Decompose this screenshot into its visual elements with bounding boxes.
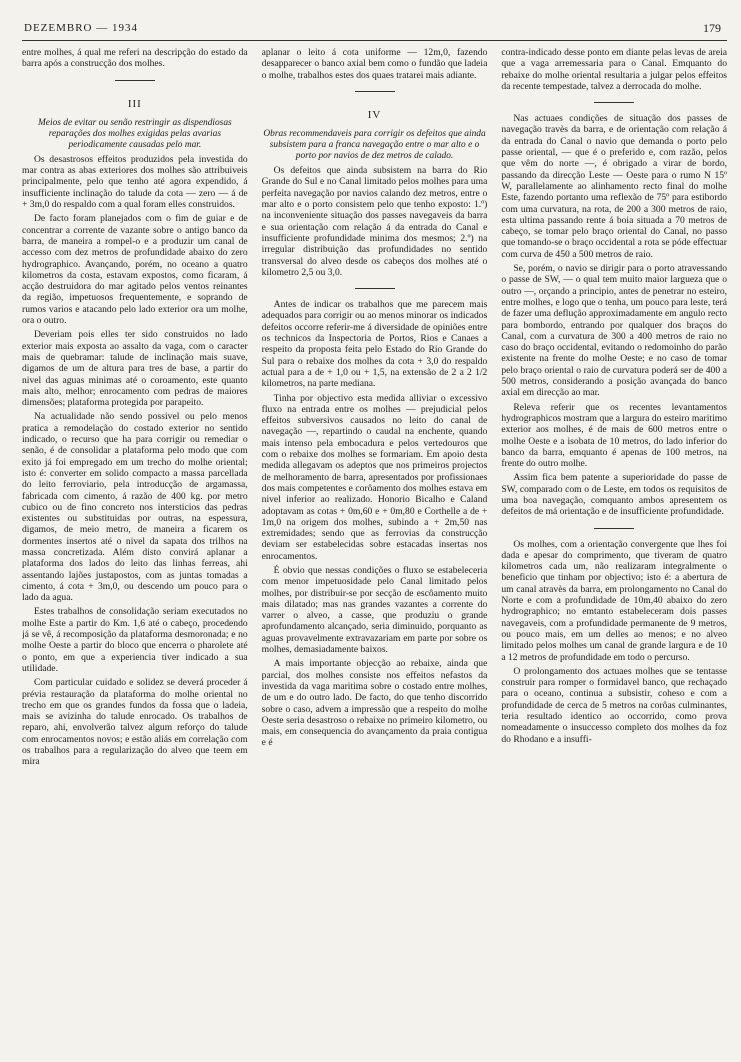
paragraph: Nas actuaes condições de situação dos passes de navegação travès da barra, e de orientação com relação á da entrada do Canal o navio que demanda o porto pelo passe oriental, — que é o preferido e, com razão, pelos que vêm do norte —, é obrigado a virar de bordo, passando da direcção Leste — Oeste para o rumo N 15º W, parallelamente ao alinhamento recto final do molhe Este, fazendo portanto uma reflexão de 75º para estibordo com uma curvatura, na rota, de 200 a 300 metros de raio, esta ultima passando rente á boia situada a 70 metros de cabeço, se tomar pelo braço oriental do Canal, no passo que tomando-se o braço occidental a rota se póde effectuar com curva de 450 a 500 metros de raio. [501, 113, 728, 260]
section-subtitle: Obras recommendaveis para corrigir os defeitos que ainda subsistem para a franca navegação entre o mar alto e o porto por navios de dez metros de calado. [263, 129, 486, 162]
paragraph: A mais importante objecção ao rebaixe, ainda que parcial, dos molhes consiste nos effeitos nefastos da investida da vaga maritima sobre o costado entre molhes, de um e do outro lado. De facto, do que tenho discorrido sobre o caso, advem a impressão que a respeito do molhe Oeste seria desastroso o rebaixe no primeiro kilometro, ou mais, em consequencia do avançamento da praia contigua e é [261, 658, 488, 749]
paragraph: Releva referir que os recentes levantamentos hydrographicos mostram que a largura do esteiro maritimo exterior aos molhes, é de mais de 600 metros entre o molhe Oeste e a isobata de 10 metros, do lado inferior do banco da barra, emquanto é apenas de 100 metros, na frente do outro molhe. [501, 401, 728, 470]
divider [115, 80, 155, 81]
section-title: IV [367, 108, 382, 121]
paragraph: aplanar o leito á cota uniforme — 12m,0, fazendo desapparecer o banco axial bem como o fundão que ladeia o molhe, trabalhos estes dos quaes tratarei mais adiante. [261, 47, 488, 81]
paragraph: Estes trabalhos de consolidação seriam executados no molhe Este a partir do Km. 1,6 até o cabeço, procedendo já se vê, á recomposição da plataforma desmoronada; e no molhe Oeste a partir do bloco que encerra o pharolete até o ponto, em que a experiencia tiver indicado a sua utilidade. [22, 606, 248, 674]
page-number: 179 [703, 21, 721, 35]
column-3 [501, 47, 727, 1057]
divider [355, 288, 395, 289]
paragraph: Tinha por objectivo esta medida alliviar o excessivo fluxo na entrada entre os molhes — prejudicial pelos effeitos subversivos causados no leito do canal de navegação —, repartindo o caudal na enchente, quando mais intenso pela embocadura e pelos vertedouros que com o rebaixe dos molhes se formariam. Em apoio desta medida allegavam os adeptos que nos primeiros projectos de melhoramento de barra, apresentados por profissionaes dos mais competentes e corôamento dos molhes estava em nivel inferior ao realizado. Honorio Bicalho e Caland adoptavam as cotas + 0m,60 e + 0m,80 e Corthelle a de + 1m,0 na origem dos molhes, subindo a + 2m,50 nas extremidades; sendo que as ferrovias da construcção deviam ser estabelecidas sobre estacadas insertas nos enrocamentos. [261, 392, 488, 562]
column-1 [22, 47, 248, 1057]
paragraph: Deveriam pois elles ter sido construidos no lado exterior mais exposta ao assalto da vaga, com o caracter mais de quebramar: talude de inclinação mais suave, digamos de um de altura para tres de base, a partir do nivel das aguas minimas até o coroamento, este quanto mais alto, melhor; enrocamento com pedras de maiores dimensões; plataforma protegida por parapeito. [22, 329, 248, 409]
paragraph: Se, porém, o navio se dirigir para o porto atravessando o passe de SW, — o qual tem muito maior largueza que o outro —, orçando a principio, antes de penetrar no esteiro, entre molhes, e logo que o tenha, um pouco para leste, terá de fazer uma deflução approximadamente em angulo recto para bombordo, entrando por qualquer dos braços do Canal, com a curvatura de 300 a 400 metros de raio no caso do braço occidental, evitando o redomoinho do parão existente na frente do molhe Oeste; e no caso de tomar pelo braço oriental o raio de curvatura poderá ser de 400 a 500 metros, considerando a posição avançada do banco axial em direcção ao mar. [501, 263, 728, 399]
paragraph: O prolongamento dos actuaes molhes que se tentasse construir para romper o formidavel banco, que rechaçado para o oceano, continua a subsistir, coheso e com a profundidade de cerca de 5 metros na corôas culminantes, teria resultado identico ao occorrido, como prova nomeadamente o insuccesso completo dos molhes da foz do Rhodano e a insuffi- [501, 665, 728, 745]
paragraph: Na actualidade não sendo possivel ou pelo menos pratica a remodelação do costado exterior no sentido indicado, o recurso que ha para corrigir ou remediar o senão, é de consolidar a plataforma pelo modo que com exito já foi empregado em um trecho do molhe oriental; isto é: converter em solido compacto a massa parcellada do leito ferroviario, pela introducção de argamassa, fabricada com cimento, á razão de 400 kg. por metro cubico ou de fino concreto nos intersticios das pedras existentes ou substituidas por outras, na espessura, digamos, de meio metro, de maneira a ficarem os dormentes insertos até o nivel da sapata dos trilhos na massa concretizada. Além disto convirá aplanar a plataforma dos lados do leito das linhas ferreas, ahi assentando lajões justapostos, com as juntas tomadas a cimento, á cota + 3m,0, ou descendo um pouco para o lado da agua. [22, 411, 248, 604]
paragraph: Antes de indicar os trabalhos que me parecem mais adequados para corrigir ou ao menos minorar os indicados defeitos occorre referir-me á diversidade de opiniões entre os technicos da Inspectoria de Portos, Rios e Canaes a respeito da proposta feita pelo Estado do Rio Grande do Sul para o rebaixe dos molhes da cota + 3,0 do respaldo actual para a de + 1,0 ou + 1,5, na extensão de 2 a 2 1/2 kilometros, na parte mediana. [261, 299, 488, 390]
page-header [22, 18, 727, 41]
paragraph: Os molhes, com a orientação convergente que lhes foi dada e apesar do comprimento, que tiveram de quatro kilometros cada um, não realizaram integralmente o beneficio que tinham por objectivo; isto é: a abertura de um canal atravès da barra, em prolongamento no Canal do Norte e com a profundidade de 10m,40 abaixo do zero hydrographico; no emtanto estabeleceram dois passes navegaveis, com a profundidade permanente de 9 metros, ou pouco mais, em um delles ao menos; e no alveo limitado pelos molhes um canal de grande largura e de 10 a 12 metros de profundidade em todo o percurso. [501, 538, 728, 663]
divider [594, 102, 634, 103]
column-2 [262, 47, 488, 1057]
paragraph: Assim fica bem patente a superioridade do passe de SW, comparado com o de Leste, em todos os requisitos de uma boa navegação, comquanto ambos apresentem os defeitos de má orientação e de insufficiente profundidade. [501, 472, 728, 518]
divider [594, 528, 634, 529]
divider [355, 91, 395, 92]
text-columns [22, 47, 727, 1057]
section-subtitle: Meios de evitar ou senão restringir as dispendiosas reparações dos molhes exigidas pelas avarias periodicamente causadas pelo mar. [38, 117, 232, 150]
paragraph: Os desastrosos effeitos produzidos pela investida do mar contra as abas exteriores dos molhes são attribuiveis principalmente, pelo que tenho até agora expendido, á insufficiente inclinação do talude da cota — zero — á de + 3m,0 do respaldo com a qual foram elles construidos. [22, 153, 248, 211]
paragraph: Com particular cuidado e solidez se deverá proceder á prévia restauração da plataforma do molhe oriental no trecho em que os grandes fundos da fossa que o ladeia, mais se avizinha do talude enrocado. Os trabalhos de reparo, ahi, envolverão talvez algum reforço do talude com enrocamentos novos; e estão aliás em correlação com os trabalhos para a regularização do alveo que teem em mira [22, 677, 248, 768]
section-title: III [127, 97, 142, 110]
paragraph: Os defeitos que ainda subsistem na barra do Rio Grande do Sul e no Canal limitado pelos molhes para uma perfeita navegação por navios calando dez metros, entre o mar alto e o porto consistem pelo que tenho exposto: 1.º) na inconveniente situação dos passes navegaveis da barra e sua orientação com relação á da entrada do Canal e insufficiente profundidade minima dos mesmos; 2.º) na irregular distribuição das profundidades no sentido transversal do alveo desde os cabeços dos molhes até o kilometro 2,5 ou 3,0. [261, 165, 488, 278]
header-date: DEZEMBRO — 1934 [24, 22, 138, 34]
paragraph: entre molhes, á qual me referi na descripção do estado da barra após a construcção dos molhes. [22, 47, 248, 70]
paragraph: De facto foram planejados com o fim de guiar e de concentrar a corrente de vazante sobre o antigo banco da barra, de maneira a rompel-o e a produzir um canal de accesso com dez metros de profundidade abaixo do zero hydrographico. Avançando, porém, no oceano a quatro kilometros da costa, estavam expostos, como ficaram, á acção destruidora do mar agitado pelos ventos reinantes da região, impetuosos frequentemente, e soprando de rumos varios e atacando pelo lado exterior ora um molhe, ora o outro. [22, 213, 248, 327]
paragraph: É obvio que nessas condições o fluxo se estabeleceria com menor impetuosidade pelo Canal limitado pelos molhes, por distribuir-se por secção de escôamento muito mais dilatado; mas nas grandes vazantes a corrente do varrer o alveo, a casse, que produziu o grande aprofundamento alcançado, seria diminuido, porquanto as aguas provavelmente extravazariam em parte por sobre os molhes, demasiadamente baixos. [261, 564, 488, 656]
paragraph: contra-indicado desse ponto em diante pelas levas de areia que a vaga arremessaria para o Canal. Emquanto do rebaixe do molhe oriental resultaria a julgar pelos effeitos da recente tempestade, talvez a derrocada do molhe. [501, 47, 728, 92]
